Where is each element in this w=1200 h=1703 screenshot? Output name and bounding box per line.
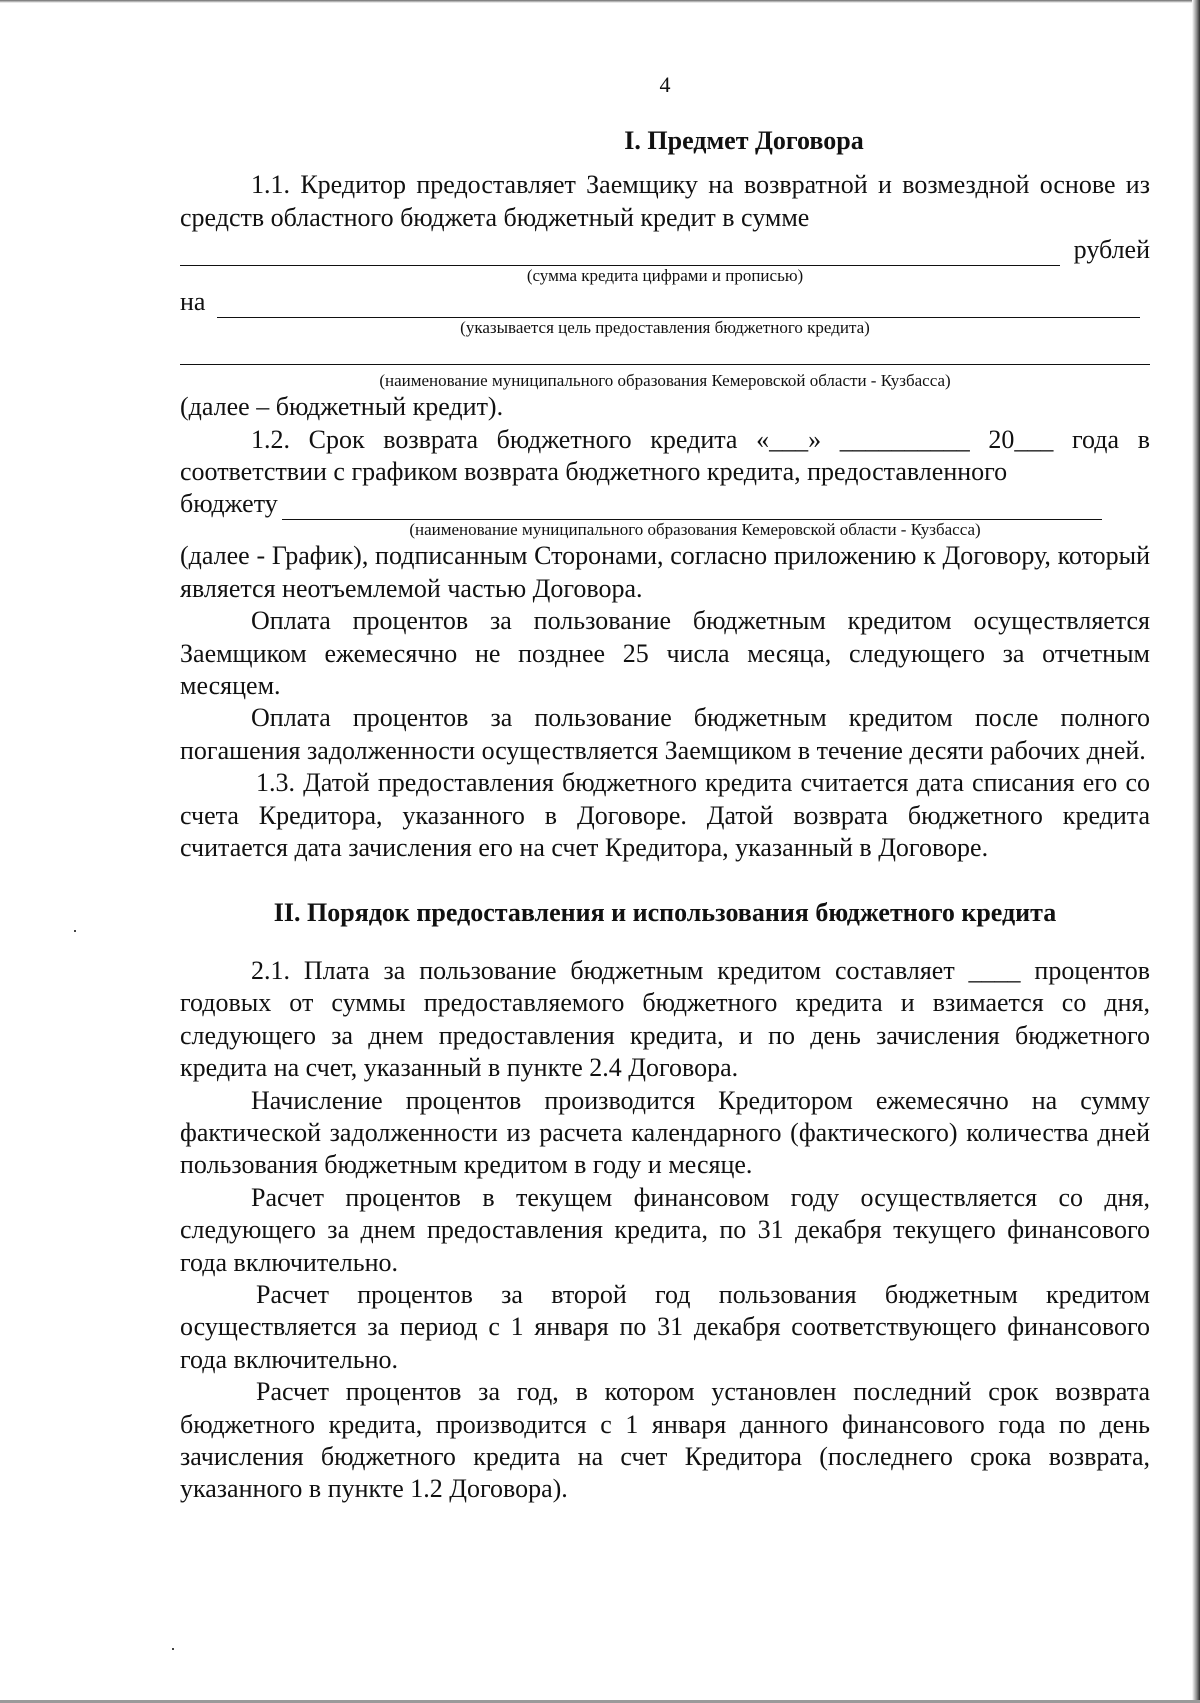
purpose-caption: (указывается цель предоставления бюджетного кредита): [460, 318, 870, 338]
purpose-blank: [217, 291, 1140, 318]
budget-line: [180, 488, 1150, 520]
budget-label: бюджету: [180, 489, 278, 519]
clause-1-2: 1.2. Срок возврата бюджетного кредита «___» __________ 20___ года в соответствии с графиком возврата бюджетного кредита, предоставленного: [180, 424, 1150, 487]
section-2-title: II. Порядок предоставления и использования бюджетного кредита: [273, 897, 1057, 927]
last-year-paragraph: Расчет процентов за год, в котором установлен последний срок возврата бюджетного кредита, производится с 1 января данного финансового года по день зачисления бюджетного кредита на счет Кредитора (последнего срока возврата, указанного в пункте 1.2 Договора).: [180, 1377, 1150, 1504]
scan-right-edge: [1192, 0, 1200, 1703]
scan-speck: [172, 1648, 174, 1650]
clause-2-1: 2.1. Плата за пользование бюджетным кредитом составляет ____ процентов годовых от суммы предоставляемого бюджетного кредита и взимается со дня, следующего за днем предоставления кредита, и по день зачисления бюджетного кредита на счет, указанный в пункте 2.4 Договора.: [180, 955, 1150, 1083]
document-body: [180, 125, 1150, 1506]
budget-blank: [282, 493, 1102, 520]
current-year-paragraph: Расчет процентов в текущем финансовом году осуществляется со дня, следующего за днем предоставления кредита, по 31 декабря текущего финансового года включительно.: [180, 1182, 1150, 1277]
clause-1-1-end: (далее – бюджетный кредит).: [180, 392, 504, 422]
na-label: на: [180, 286, 206, 316]
clause-1-2-end: (далее - График), подписанным Сторонами, согласно приложению к Договору, который является неотъемлемой частью Договора.: [180, 541, 1150, 603]
scan-top-edge: [0, 0, 1200, 3]
municipality-caption: (наименование муниципального образования Кемеровской области - Кузбасса): [379, 371, 951, 391]
rubles-label: рублей: [1073, 234, 1150, 264]
section-1-title: I. Предмет Договора: [624, 126, 864, 155]
interest-after-paragraph: Оплата процентов за пользование бюджетным кредитом после полного погашения задолженности осуществляется Заемщиком в течение десяти рабочих дней.: [180, 703, 1150, 765]
sum-caption: (сумма кредита цифрами и прописью): [526, 266, 804, 286]
purpose-line: [180, 286, 1150, 318]
budget-caption: (наименование муниципального образования Кемеровской области - Кузбасса): [409, 520, 981, 540]
municipality-blank: [180, 338, 1150, 365]
second-year-paragraph: Расчет процентов за второй год пользования бюджетным кредитом осуществляется за период с 1 января по 31 декабря соответствующего финансового года включительно.: [180, 1279, 1150, 1374]
sum-line: [180, 234, 1150, 266]
interest-monthly-paragraph: Оплата процентов за пользование бюджетным кредитом осуществляется Заемщиком ежемесячно не позднее 25 числа месяца, следующего за отчетным месяцем.: [180, 606, 1150, 701]
accrual-paragraph: Начисление процентов производится Кредитором ежемесячно на сумму фактической задолженности из расчета календарного (фактического) количества дней пользования бюджетным кредитом в году и месяце.: [180, 1085, 1150, 1180]
clause-1-1: 1.1. Кредитор предоставляет Заемщику на возвратной и возмездной основе из средств областного бюджета бюджетный кредит в сумме: [180, 170, 1150, 232]
clause-1-3: 1.3. Датой предоставления бюджетного кредита считается дата списания его со счета Кредитора, указанного в Договоре. Датой возврата бюджетного кредита считается дата зачисления его на счет Кредитора, указанный в Договоре.: [180, 768, 1150, 863]
sum-blank: [180, 241, 1060, 266]
scan-speck: [74, 930, 76, 932]
page-number: 4: [659, 72, 671, 97]
